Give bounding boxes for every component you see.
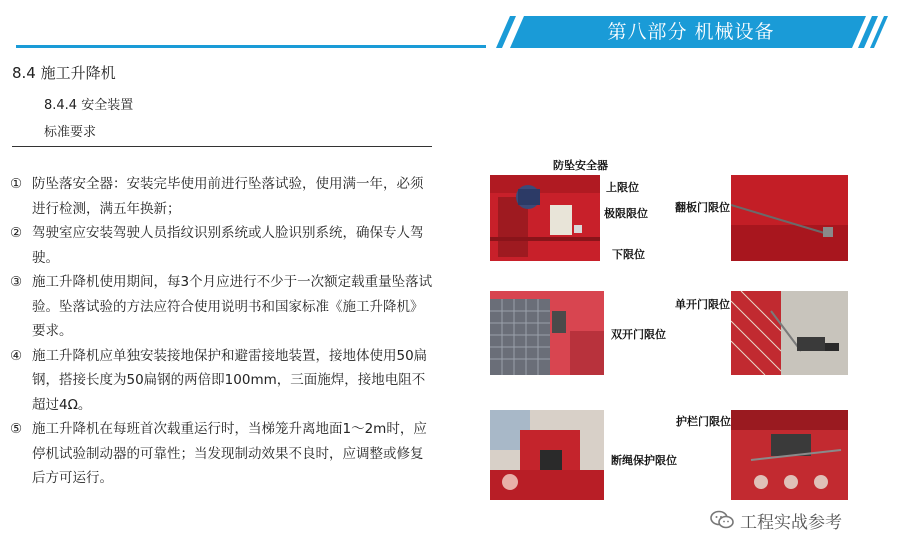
divider [12,146,432,147]
guard-door-photo [731,410,848,500]
rope-break-limit-label: 断绳保护限位 [611,454,677,467]
list-item [10,172,435,221]
wechat-icon [710,510,734,530]
upper-limit-label: 上限位 [606,181,639,194]
list-item [10,344,435,418]
double-door-photo [490,291,604,375]
flap-door-photo [731,175,848,261]
item-number: ③ [10,274,23,290]
part-title: 第八部分 机械设备 [607,21,775,43]
fall-arrester-photo [490,175,600,261]
section-title: 8.4 施工升降机 [12,64,116,82]
item-text: 防坠落安全器：安装完毕使用前进行坠落试验，使用满一年，必须进行检测，满五年换新； [32,176,424,217]
watermark [710,507,842,533]
item-text: 施工升降机应单独安装接地保护和避雷接地装置，接地体使用50扁钢，搭接长度为50扁钢的两倍即100mm，三面施焊，接地电阻不超过4Ω。 [32,347,428,413]
item-number: ⑤ [10,421,23,437]
flap-door-limit-label: 翻板门限位 [675,201,730,214]
item-number: ① [10,176,23,192]
list-item [10,417,435,491]
extreme-limit-label: 极限限位 [604,207,648,220]
watermark-text: 工程实战参考 [740,512,842,533]
guard-door-limit-label: 护栏门限位 [676,415,731,428]
item-number: ④ [10,347,23,364]
subsection-title: 8.4.4 安全装置 [44,98,134,113]
standard-label: 标准要求 [44,125,97,140]
item-text: 施工升降机使用期间，每3个月应进行不少于一次额定载重量坠落试验。坠落试验的方法应符合使用说明书和国家标准《施工升降机》要求。 [32,274,433,339]
single-door-photo [731,291,848,375]
item-number: ② [10,225,23,241]
header-rule [16,45,486,48]
rope-break-photo [490,410,604,500]
item-text: 驾驶室应安装驾驶人员指纹识别系统或人脸识别系统，确保专人驾驶。 [32,225,424,266]
item-text: 施工升降机在每班首次载重运行时，当梯笼升离地面1～2m时，应停机试验制动器的可靠性；当发现制动效果不良时，应调整或修复后方可运行。 [32,421,427,486]
requirements-list [10,172,435,491]
list-item [10,270,435,344]
fall-arrester-label: 防坠安全器 [553,159,608,172]
list-item [10,221,435,270]
single-door-limit-label: 单开门限位 [675,298,730,311]
double-door-limit-label: 双开门限位 [611,328,666,341]
lower-limit-label: 下限位 [612,248,645,261]
